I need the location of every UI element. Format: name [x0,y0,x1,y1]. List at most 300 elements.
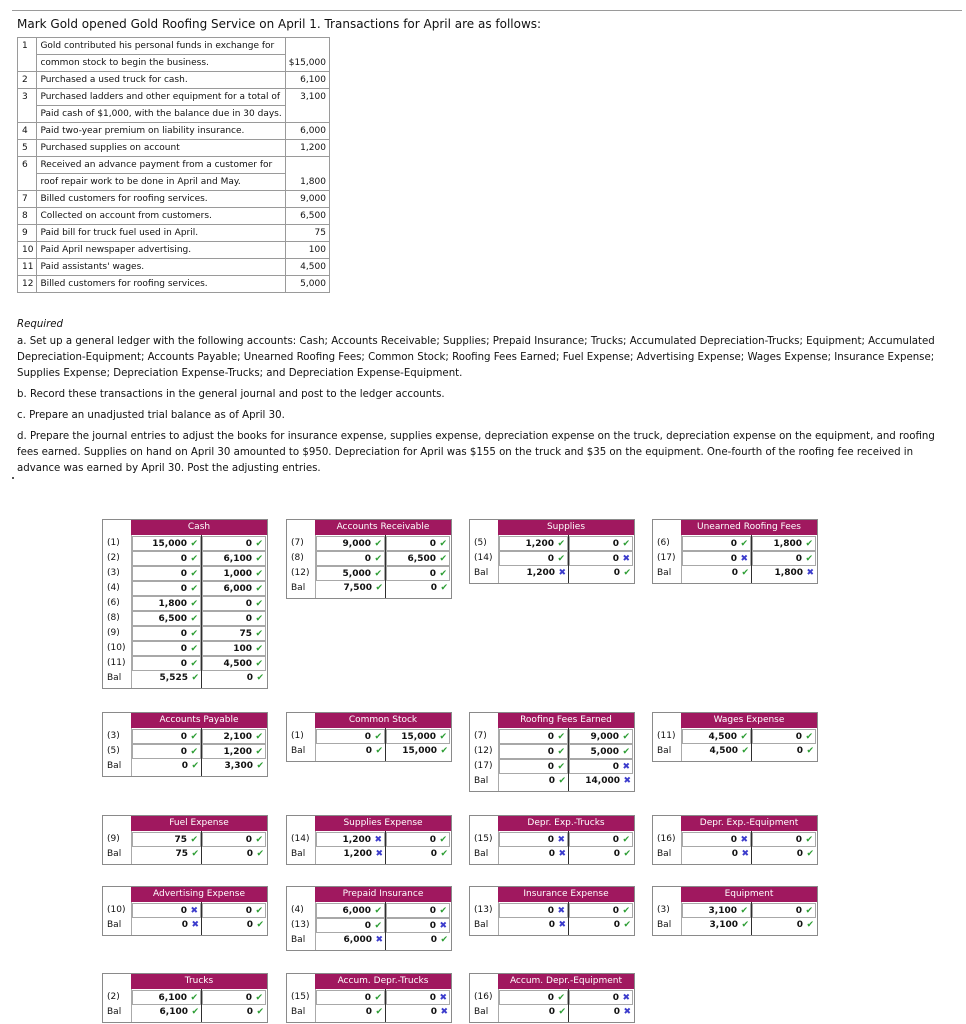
transaction-amount: 5,000 [285,276,329,293]
credit-input[interactable] [386,536,450,551]
credit-input[interactable] [202,759,266,774]
transaction-row [18,174,330,191]
credit-value: 0 [245,835,252,845]
check-icon: ✔ [741,920,749,930]
credit-input[interactable] [202,903,266,918]
debit-value: 0 [181,920,188,930]
debit-input[interactable] [499,1005,568,1020]
check-icon: ✔ [375,746,383,756]
entry-ref: (17) [474,761,493,771]
credit-value: 6,100 [223,554,252,564]
transaction-description: roof repair work to be done in April and May. [37,174,285,191]
debit-input[interactable] [132,656,201,671]
credit-input[interactable] [752,566,816,581]
debit-input[interactable] [316,933,385,948]
credit-input[interactable] [202,671,266,686]
credit-input[interactable] [202,832,266,847]
entry-ref: (3) [107,731,120,741]
check-icon: ✔ [190,584,198,594]
credit-input[interactable] [386,990,450,1005]
check-icon: ✔ [439,569,447,579]
check-icon: ✔ [256,761,264,771]
check-icon: ✔ [190,539,198,549]
debit-input[interactable] [132,990,201,1005]
check-icon: ✔ [740,732,748,742]
credit-value: 4,500 [223,659,252,669]
debit-value: 0 [547,747,554,757]
cross-icon: ✖ [740,554,748,564]
transaction-amount: 6,100 [285,72,329,89]
entry-ref: (15) [474,834,493,844]
debit-input[interactable] [132,566,201,581]
debit-value: 0 [181,761,188,771]
credit-value: 0 [613,849,620,859]
transaction-description: Billed customers for roofing services. [37,276,285,293]
debit-input[interactable] [499,918,568,933]
entry-ref: (3) [107,568,120,578]
check-icon: ✔ [256,673,264,683]
debit-input[interactable] [132,847,201,862]
debit-input[interactable] [499,551,568,566]
check-icon: ✔ [741,568,749,578]
debit-input[interactable] [316,832,385,847]
entry-ref: Bal [474,776,489,786]
credit-input[interactable] [569,744,633,759]
check-icon: ✔ [623,568,631,578]
transaction-description: common stock to begin the business. [37,55,285,72]
credit-input[interactable] [202,656,266,671]
debit-value: 0 [180,569,187,579]
ledger-row [103,536,267,551]
debit-input[interactable] [682,847,751,862]
transaction-row [18,72,330,89]
transaction-row [18,140,330,157]
cross-icon: ✖ [806,568,814,578]
transaction-amount: 1,200 [285,140,329,157]
debit-input[interactable] [682,551,751,566]
credit-value: 5,000 [590,747,619,757]
entry-ref: (11) [107,658,126,668]
credit-input[interactable] [386,832,450,847]
requirement-c: c. Prepare an unadjusted trial balance as of April 30. [17,410,285,421]
cross-icon: ✖ [557,835,565,845]
entry-ref: Bal [107,761,122,771]
entry-ref: (8) [107,613,120,623]
credit-input[interactable] [569,551,633,566]
ledger-row [103,656,267,671]
credit-input[interactable] [569,566,633,581]
debit-input[interactable] [132,744,201,759]
check-icon: ✔ [440,746,448,756]
entry-ref: (7) [474,731,487,741]
ledger-row [287,990,451,1005]
debit-input[interactable] [132,641,201,656]
check-icon: ✔ [375,1007,383,1017]
transaction-row [18,157,330,174]
ledger-row [103,641,267,656]
debit-input[interactable] [499,759,568,774]
credit-input[interactable] [569,990,633,1005]
credit-value: 100 [233,644,252,654]
requirement-d: d. Prepare the journal entries to adjust the books for insurance expense, supplies expense, depreciation expense on the truck, depreciation expense on the equipment, and roofing fees earned. Supplies on hand on April 30 amounted to $950. Depreciation for April was $155 on the truck and $35 on the equipment. One-fourth of the roofing fee received in advance was earned by April 30. Post the adjusting entries. [17,431,935,474]
debit-value: 0 [547,554,554,564]
transaction-description: Received an advance payment from a customer for [37,157,285,174]
cross-icon: ✖ [558,568,566,578]
credit-input[interactable] [569,759,633,774]
credit-input[interactable] [569,729,633,744]
debit-value: 0 [365,746,372,756]
credit-input[interactable] [386,566,450,581]
check-icon: ✔ [255,614,263,624]
credit-input[interactable] [386,847,450,862]
credit-input[interactable] [752,903,816,918]
cross-icon: ✖ [623,1007,631,1017]
check-icon: ✔ [255,584,263,594]
credit-input[interactable] [202,536,266,551]
credit-input[interactable] [386,581,450,596]
debit-input[interactable] [316,729,385,744]
credit-value: 0 [796,746,803,756]
credit-input[interactable] [202,566,266,581]
check-icon: ✔ [557,732,565,742]
debit-input[interactable] [316,903,385,918]
credit-input[interactable] [569,774,633,789]
credit-input[interactable] [752,551,816,566]
credit-value: 0 [612,993,619,1003]
credit-input[interactable] [202,918,266,933]
credit-input[interactable] [202,729,266,744]
ledger-title: Accounts Receivable [315,520,451,535]
cross-icon: ✖ [622,762,630,772]
debit-input[interactable] [682,744,751,759]
credit-input[interactable] [569,832,633,847]
debit-value: 0 [365,1007,372,1017]
entry-ref: (10) [107,643,126,653]
debit-input[interactable] [682,566,751,581]
entry-ref: (9) [107,628,120,638]
credit-value: 0 [245,993,252,1003]
transaction-amount: 100 [285,242,329,259]
cross-icon: ✖ [741,849,749,859]
transaction-description: Collected on account from customers. [37,208,285,225]
credit-input[interactable] [202,626,266,641]
debit-value: 1,800 [158,599,187,609]
credit-input[interactable] [752,847,816,862]
debit-input[interactable] [682,918,751,933]
ledger-title: Accum. Depr.-Trucks [315,974,451,989]
check-icon: ✔ [806,746,814,756]
debit-input[interactable] [499,832,568,847]
debit-input[interactable] [132,536,201,551]
ledger-depr-exp-trucks [469,815,635,865]
credit-input[interactable] [569,847,633,862]
credit-input[interactable] [752,729,816,744]
ledger-row [103,671,267,686]
transaction-description: Paid April newspaper advertising. [37,242,285,259]
check-icon: ✔ [439,732,447,742]
debit-input[interactable] [316,918,385,933]
transaction-number: 4 [18,123,37,140]
check-icon: ✔ [805,539,813,549]
credit-value: 0 [430,849,437,859]
ledger-title: Roofing Fees Earned [498,713,634,728]
ledger-title: Depr. Exp.-Equipment [681,816,817,831]
debit-input[interactable] [316,551,385,566]
debit-value: 5,525 [159,673,188,683]
entry-ref: (13) [291,920,310,930]
ledger-title: Trucks [131,974,267,989]
credit-value: 0 [795,732,802,742]
debit-input[interactable] [682,536,751,551]
debit-value: 0 [547,993,554,1003]
check-icon: ✔ [255,554,263,564]
transaction-number: 12 [18,276,37,293]
debit-value: 0 [547,732,554,742]
credit-value: 1,200 [223,747,252,757]
debit-input[interactable] [132,551,201,566]
entry-ref: (13) [474,905,493,915]
credit-value: 15,000 [401,732,436,742]
debit-input[interactable] [316,990,385,1005]
debit-value: 0 [730,539,737,549]
entry-ref: Bal [474,1007,489,1017]
credit-input[interactable] [386,933,450,948]
cross-icon: ✖ [190,906,198,916]
debit-input[interactable] [132,918,201,933]
check-icon: ✔ [255,569,263,579]
debit-value: 15,000 [152,539,187,549]
check-icon: ✔ [256,1007,264,1017]
entry-ref: (5) [107,746,120,756]
credit-value: 0 [612,554,619,564]
check-icon: ✔ [805,906,813,916]
required-section [17,317,952,482]
credit-value: 0 [795,835,802,845]
transaction-amount: 75 [285,225,329,242]
ledger-row [470,832,634,847]
check-icon: ✔ [440,849,448,859]
check-icon: ✔ [190,599,198,609]
credit-value: 0 [246,849,253,859]
transaction-number [18,55,37,72]
debit-input[interactable] [499,566,568,581]
debit-input[interactable] [499,990,568,1005]
debit-input[interactable] [316,744,385,759]
debit-input[interactable] [132,1005,201,1020]
debit-input[interactable] [682,903,751,918]
transaction-number: 10 [18,242,37,259]
check-icon: ✔ [622,747,630,757]
debit-value: 6,100 [159,1007,188,1017]
debit-input[interactable] [316,581,385,596]
transaction-amount [285,157,329,174]
transaction-number: 5 [18,140,37,157]
credit-input[interactable] [202,641,266,656]
check-icon: ✔ [805,835,813,845]
entry-ref: (16) [657,834,676,844]
credit-input[interactable] [202,611,266,626]
credit-input[interactable] [386,918,450,933]
credit-value: 0 [796,920,803,930]
debit-input[interactable] [499,536,568,551]
ledger-row [653,918,817,933]
check-icon: ✔ [374,906,382,916]
check-icon: ✔ [622,539,630,549]
credit-value: 0 [246,1007,253,1017]
ledger-depr-exp-equipment [652,815,818,865]
debit-input[interactable] [499,744,568,759]
entry-ref: (2) [107,992,120,1002]
cross-icon: ✖ [623,776,631,786]
cross-icon: ✖ [374,835,382,845]
transaction-number: 8 [18,208,37,225]
check-icon: ✔ [255,629,263,639]
debit-input[interactable] [682,729,751,744]
check-icon: ✔ [741,746,749,756]
debit-input[interactable] [316,536,385,551]
debit-value: 0 [364,554,371,564]
debit-input[interactable] [132,596,201,611]
ledger-common-stock [286,712,452,762]
debit-input[interactable] [316,847,385,862]
credit-value: 1,000 [223,569,252,579]
check-icon: ✔ [190,747,198,757]
ledger-supplies [469,519,635,584]
debit-value: 0 [547,762,554,772]
entry-ref: (15) [291,992,310,1002]
debit-input[interactable] [132,581,201,596]
debit-input[interactable] [499,847,568,862]
debit-input[interactable] [132,903,201,918]
credit-input[interactable] [569,1005,633,1020]
debit-input[interactable] [316,566,385,581]
credit-input[interactable] [386,551,450,566]
credit-input[interactable] [752,832,816,847]
entry-ref: (10) [107,905,126,915]
debit-value: 1,200 [526,568,555,578]
entry-ref: Bal [474,568,489,578]
check-icon: ✔ [255,993,263,1003]
entry-ref: Bal [657,920,672,930]
credit-input[interactable] [202,581,266,596]
debit-value: 4,500 [708,732,737,742]
debit-value: 0 [180,732,187,742]
debit-input[interactable] [132,832,201,847]
credit-input[interactable] [202,990,266,1005]
credit-value: 0 [612,762,619,772]
credit-input[interactable] [202,1005,266,1020]
credit-value: 0 [430,583,437,593]
ledger-row [103,566,267,581]
ledger-row [103,626,267,641]
debit-input[interactable] [499,903,568,918]
ledger-fuel-expense [102,815,268,865]
credit-value: 15,000 [402,746,437,756]
credit-input[interactable] [386,1005,450,1020]
entry-ref: (6) [657,538,670,548]
check-icon: ✔ [805,732,813,742]
debit-input[interactable] [132,729,201,744]
debit-value: 7,500 [343,583,372,593]
check-icon: ✔ [440,583,448,593]
ledger-row [103,832,267,847]
ledger-title: Supplies [498,520,634,535]
cross-icon: ✖ [191,920,199,930]
cross-icon: ✖ [375,935,383,945]
debit-value: 0 [180,747,187,757]
debit-input[interactable] [132,759,201,774]
credit-input[interactable] [386,729,450,744]
check-icon: ✔ [190,835,198,845]
credit-input[interactable] [569,903,633,918]
transaction-number: 11 [18,259,37,276]
debit-input[interactable] [499,774,568,789]
debit-input[interactable] [316,1005,385,1020]
check-icon: ✔ [190,569,198,579]
debit-input[interactable] [682,832,751,847]
credit-input[interactable] [569,536,633,551]
credit-value: 0 [613,1007,620,1017]
debit-input[interactable] [499,729,568,744]
cross-icon: ✖ [557,906,565,916]
credit-input[interactable] [752,744,816,759]
credit-input[interactable] [202,551,266,566]
transaction-description: Paid two-year premium on liability insurance. [37,123,285,140]
ledger-row [103,551,267,566]
credit-value: 14,000 [585,776,620,786]
ledger-title: Depr. Exp.-Trucks [498,816,634,831]
credit-input[interactable] [752,536,816,551]
transaction-row [18,225,330,242]
debit-value: 0 [180,629,187,639]
credit-value: 0 [613,920,620,930]
check-icon: ✔ [439,906,447,916]
entry-ref: Bal [107,1007,122,1017]
ledger-row [103,744,267,759]
check-icon: ✔ [557,554,565,564]
credit-input[interactable] [752,918,816,933]
ledger-row [103,611,267,626]
check-icon: ✔ [622,835,630,845]
debit-value: 0 [548,1007,555,1017]
check-icon: ✔ [374,993,382,1003]
transaction-row [18,208,330,225]
entry-ref: Bal [107,920,122,930]
credit-input[interactable] [202,847,266,862]
debit-value: 0 [180,644,187,654]
ledger-title: Common Stock [315,713,451,728]
check-icon: ✔ [255,644,263,654]
debit-input[interactable] [132,611,201,626]
ledger-cash [102,519,268,689]
ledger-row [470,990,634,1005]
transaction-row [18,38,330,55]
credit-input[interactable] [202,744,266,759]
credit-input[interactable] [386,744,450,759]
debit-input[interactable] [132,626,201,641]
credit-input[interactable] [569,918,633,933]
transactions-table [17,37,330,293]
debit-input[interactable] [132,671,201,686]
credit-input[interactable] [202,596,266,611]
transaction-row [18,55,330,72]
credit-input[interactable] [386,903,450,918]
debit-value: 0 [548,920,555,930]
ledger-accounts-receivable [286,519,452,599]
debit-value: 0 [364,921,371,931]
ledger-row [470,536,634,551]
debit-value: 0 [730,554,737,564]
